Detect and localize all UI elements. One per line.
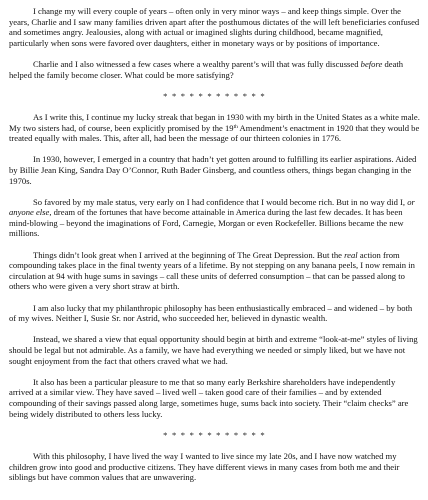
paragraph-great-depression [9,250,420,292]
paragraph-equal-opportunity [9,334,420,366]
paragraph-family-closer [9,59,420,80]
text-run: With this philosophy, I have lived the way I wanted to live since my late 20s, and I have now watched my children grow into good and productive citizens. They have different views in many cases from both me and their siblings but have common values that are unwavering. [9,450,400,483]
superscript: th [233,123,238,130]
italic-run: or anyone else [9,196,415,218]
section-separator: * * * * * * * * * * * * [163,429,266,440]
text-run: It also has been a particular pleasure to me that so many early Berkshire shareholders have independently arrived at a similar view. They have saved – lived well – taken good care of their families – and by extended compounding of their savings passed along large, sometimes huge, sums back into society. Their “claim checks” are being widely distributed to others less lucky. [9,376,409,419]
paragraph-1930 [9,154,420,186]
text-run: death helped the family become closer. What could be more satisfying? [9,58,404,80]
text-run: Things didn’t look great when I arrived at the beginning of The Great Depression. But the [33,249,345,260]
paragraph-shareholders [9,377,420,419]
text-run: So favored by my male status, very early on I had confidence that I would become rich. But in no way did I, [33,196,408,207]
paragraph-children [9,451,420,483]
text-run: I change my will every couple of years – often only in very minor ways – and keep things simple. Over the years, Charlie and I saw many families driven apart after the posthumous dictates of the will left beneficiaries confused and sometimes angry. Jealousies, along with actual or imagined slights during childhood, became magnified, particularly when sons were favored over daughters, either in monetary ways or by positions of importance. [9,6,420,48]
text-run: As I write this, I continue my lucky streak that began in 1930 with my birth in the United States as a white male. My two sisters had, of course, been explicitly promised by the 19 [9,111,420,133]
paragraph-philanthropy [9,303,420,324]
text-run: Amendment’s enactment in 1920 that they would be treated equally with males. This, after all, had been the message of our thirteen colonies in 1776. [9,122,420,144]
text-run: I am also lucky that my philanthropic philosophy has been enthusiastically embraced – and widened – by both of my wives. Neither I, Susie Sr. nor Astrid, who succeeded her, believed in dynastic wealth. [9,302,413,324]
text-run: Charlie and I also witnessed a few cases where a wealthy parent’s will that was fully discussed [33,58,361,69]
italic-run: before [360,58,383,69]
text-run: In 1930, however, I emerged in a country that hadn’t yet gotten around to fulfilling its earlier aspirations. Aided by Billie Jean King, Sandra Day O’Connor, Ruth Bader Ginsberg, and countless others, things began changing in the 1970s. [9,154,417,186]
section-separator: * * * * * * * * * * * * [163,90,266,101]
paragraph-lucky-streak [9,112,420,144]
text-run: , dream of the fortunes that have become attainable in America during the last few decades. It has been mind-blowing – beyond the imaginations of Ford, Carnegie, Morgan or even Rockefeller. Billions became the new millions. [9,207,404,239]
text-run: Instead, we shared a view that equal opportunity should begin at birth and extreme “look-at-me” styles of living should be legal but not admirable. As a family, we have had everything we needed or simply liked, but we have not sought enjoyment from the fact that others craved what we had. [9,334,418,366]
paragraph-favored [9,197,420,239]
italic-run: real [344,249,358,260]
paragraph-will-changes [9,6,420,48]
text-run: action from compounding takes place in the final twenty years of a lifetime. By not stepping on any banana peels, I now remain in circulation at 94 with huge sums in savings – call these units of deferred consumption – that can be passed along to others who were given a very short straw at birth. [9,249,415,292]
